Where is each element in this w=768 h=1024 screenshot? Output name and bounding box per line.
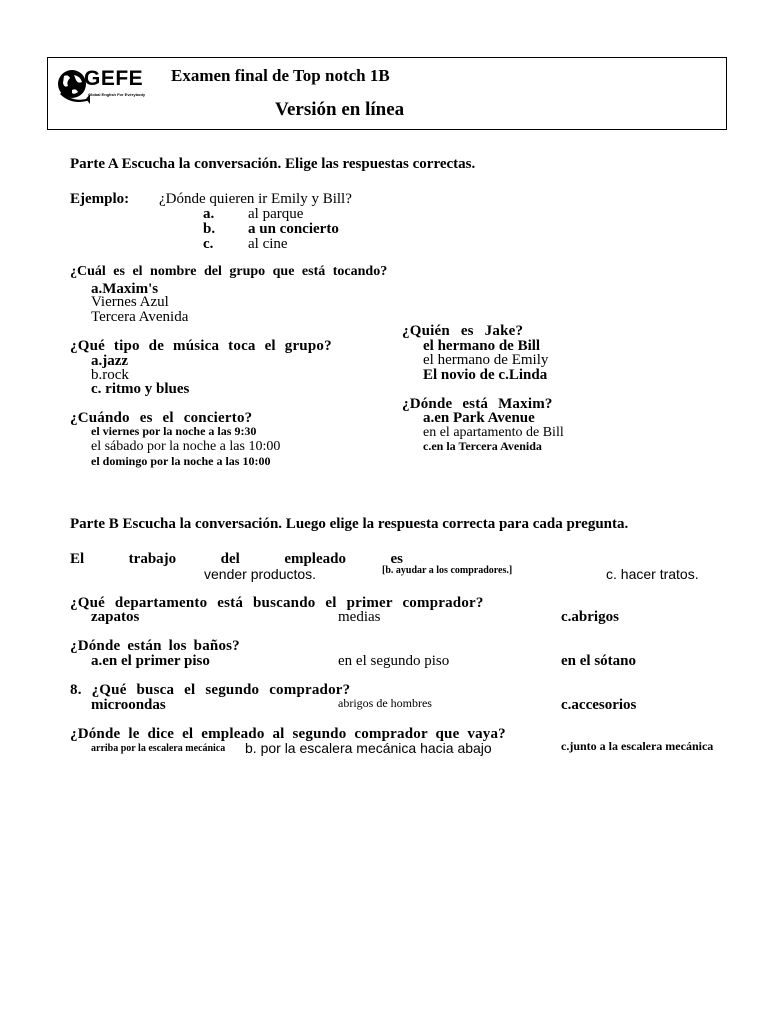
answer-option: b. por la escalera mecánica hacia abajo	[245, 740, 492, 756]
example-label: Ejemplo:	[70, 191, 130, 207]
answer-option: el hermano de Emily	[423, 352, 549, 368]
example-option-letter: c.	[203, 236, 214, 252]
answer-option: a.en el primer piso	[91, 653, 210, 669]
answer-option: el domingo por la noche a las 10:00	[91, 454, 271, 468]
answer-option: medias	[338, 609, 381, 625]
question-word: empleado	[284, 551, 346, 567]
answer-option: Viernes Azul	[91, 294, 169, 310]
question: ¿Dónde le dice el empleado al segundo comprador que vaya?	[70, 726, 506, 742]
answer-option: abrigos de hombres	[338, 696, 432, 710]
example-option-text: al parque	[248, 206, 304, 222]
example-option-text: a un concierto	[248, 221, 339, 237]
part-b-heading: Parte B Escucha la conversación. Luego elige la respuesta correcta para cada pregunta.	[70, 516, 629, 532]
example-option-letter: a.	[203, 206, 215, 222]
question-word: es	[390, 551, 403, 567]
answer-option: en el apartamento de Bill	[423, 425, 564, 440]
answer-option: el hermano de Bill	[423, 338, 541, 354]
logo-tagline: Global English For Everybody	[88, 92, 146, 97]
answer-option: c.abrigos	[561, 609, 619, 625]
example-question: ¿Dónde quieren ir Emily y Bill?	[159, 191, 352, 207]
gefe-logo	[56, 66, 156, 110]
answer-option: c.en la Tercera Avenida	[423, 439, 542, 453]
answer-option: [b. ayudar a los compradores.]	[382, 565, 513, 576]
answer-option: el sábado por la noche a las 10:00	[91, 439, 281, 454]
answer-option: a.Maxim's	[91, 281, 159, 297]
answer-option: b.rock	[91, 367, 129, 383]
answer-option: en el segundo piso	[338, 653, 450, 669]
question-word: El	[70, 551, 85, 567]
question-word: trabajo	[128, 551, 177, 567]
answer-option: a.jazz	[91, 353, 129, 369]
example-option-letter: b.	[203, 221, 216, 237]
question: 8. ¿Qué busca el segundo comprador?	[70, 682, 351, 698]
answer-option: a.en Park Avenue	[423, 410, 535, 426]
exam-title: Examen final de Top notch 1B	[171, 66, 390, 85]
question-word: del	[220, 551, 240, 567]
answer-option: Tercera Avenida	[91, 309, 189, 325]
question: ¿Cuándo es el concierto?	[70, 410, 253, 426]
part-a-heading: Parte A Escucha la conversación. Elige las respuestas correctas.	[70, 156, 476, 172]
question: ¿Qué departamento está buscando el primer comprador?	[70, 595, 484, 611]
answer-option: arriba por la escalera mecánica	[91, 743, 226, 754]
answer-option: c.accesorios	[561, 697, 637, 713]
answer-option: en el sótano	[561, 653, 636, 669]
answer-option: c. ritmo y blues	[91, 381, 190, 397]
question: ¿Dónde está Maxim?	[402, 396, 553, 412]
logo-name: GEFE	[84, 67, 144, 90]
question: ¿Qué tipo de música toca el grupo?	[70, 338, 332, 354]
answer-option: zapatos	[91, 609, 140, 625]
question: ¿Dónde están los baños?	[70, 638, 240, 654]
example-option-text: al cine	[248, 236, 288, 252]
answer-option: el viernes por la noche a las 9:30	[91, 424, 257, 438]
exam-subtitle: Versión en línea	[275, 99, 405, 120]
answer-option: vender productos.	[204, 566, 317, 582]
answer-option: c. hacer tratos.	[606, 566, 699, 582]
answer-option: El novio de c.Linda	[423, 367, 548, 383]
question: ¿Cuál es el nombre del grupo que está tocando?	[70, 264, 388, 279]
question: ¿Quién es Jake?	[402, 323, 524, 339]
answer-option: microondas	[91, 697, 166, 713]
answer-option: c.junto a la escalera mecánica	[561, 739, 714, 753]
